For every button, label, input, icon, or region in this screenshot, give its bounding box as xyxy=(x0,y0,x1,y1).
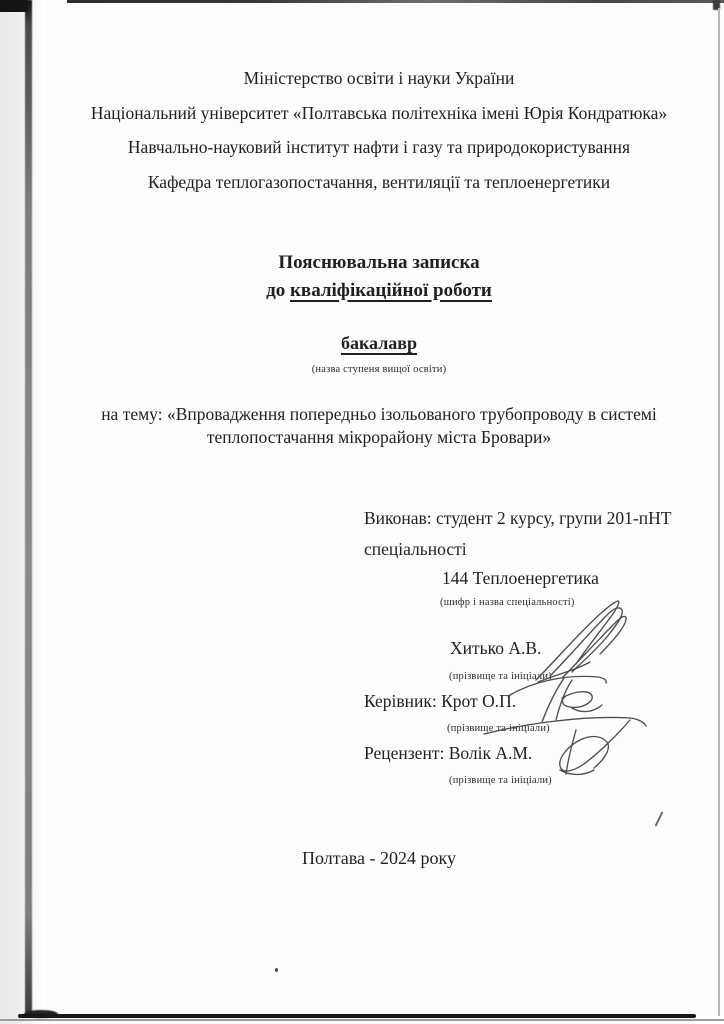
degree-name: бакалавр xyxy=(340,333,418,353)
theme-line-2: теплопостачання мікрорайону міста Бровари» xyxy=(206,426,552,447)
student-name-caption: (прізвище та ініціали) xyxy=(449,671,552,682)
student-name: Хитько А.В. xyxy=(450,638,542,658)
supervisor-name: Керівник: Крот О.П. xyxy=(364,691,517,711)
reviewer-signature xyxy=(480,712,650,782)
title-line-2-prefix: до xyxy=(266,279,290,301)
title-line-1: Пояснювальна записка xyxy=(278,252,480,273)
performer-line: Виконав: студент 2 курсу, групи 201-пНТ xyxy=(364,508,672,528)
title-line-2 xyxy=(36,277,722,305)
scan-top-edge xyxy=(67,0,724,3)
supervisor-name-caption: (прізвище та ініціали) xyxy=(447,723,550,734)
specialty-caption: (шифр і назва спеціальності) xyxy=(440,597,575,608)
scan-corner-mark xyxy=(0,0,28,12)
reviewer-name: Рецензент: Волік А.М. xyxy=(364,743,533,763)
document-header xyxy=(36,61,722,199)
header-university: Національний університет «Полтавська політехніка імені Юрія Кондратюка» xyxy=(90,102,668,123)
document-title xyxy=(36,249,722,304)
scan-pen-mark xyxy=(655,811,664,826)
thesis-theme xyxy=(36,403,722,448)
specialty-value: 144 Теплоенергетика xyxy=(442,568,599,588)
scan-speck xyxy=(275,968,278,972)
footer-city-year: Полтава - 2024 року xyxy=(301,848,457,868)
header-ministry: Міністерство освіти і науки України xyxy=(243,68,515,88)
header-institute: Навчально-науковий інститут нафти і газу та природокористування xyxy=(127,137,631,157)
scan-spine-line xyxy=(25,0,32,1013)
reviewer-name-caption: (прізвище та ініціали) xyxy=(449,775,552,786)
theme-line-1: на тему: «Впровадження попередньо ізольованого трубопроводу в системі xyxy=(101,404,657,424)
scan-bottom-edge-light xyxy=(0,1019,724,1021)
degree-caption: (назва ступеня вищої освіти) xyxy=(311,364,447,375)
scan-bottom-edge xyxy=(18,1014,696,1018)
performer-specialty-label: спеціальності xyxy=(364,539,467,559)
title-line-2-underlined: кваліфікаційної роботи xyxy=(289,279,492,301)
header-department: Кафедра теплогазопостачання, вентиляції та теплоенергетики xyxy=(147,171,611,192)
